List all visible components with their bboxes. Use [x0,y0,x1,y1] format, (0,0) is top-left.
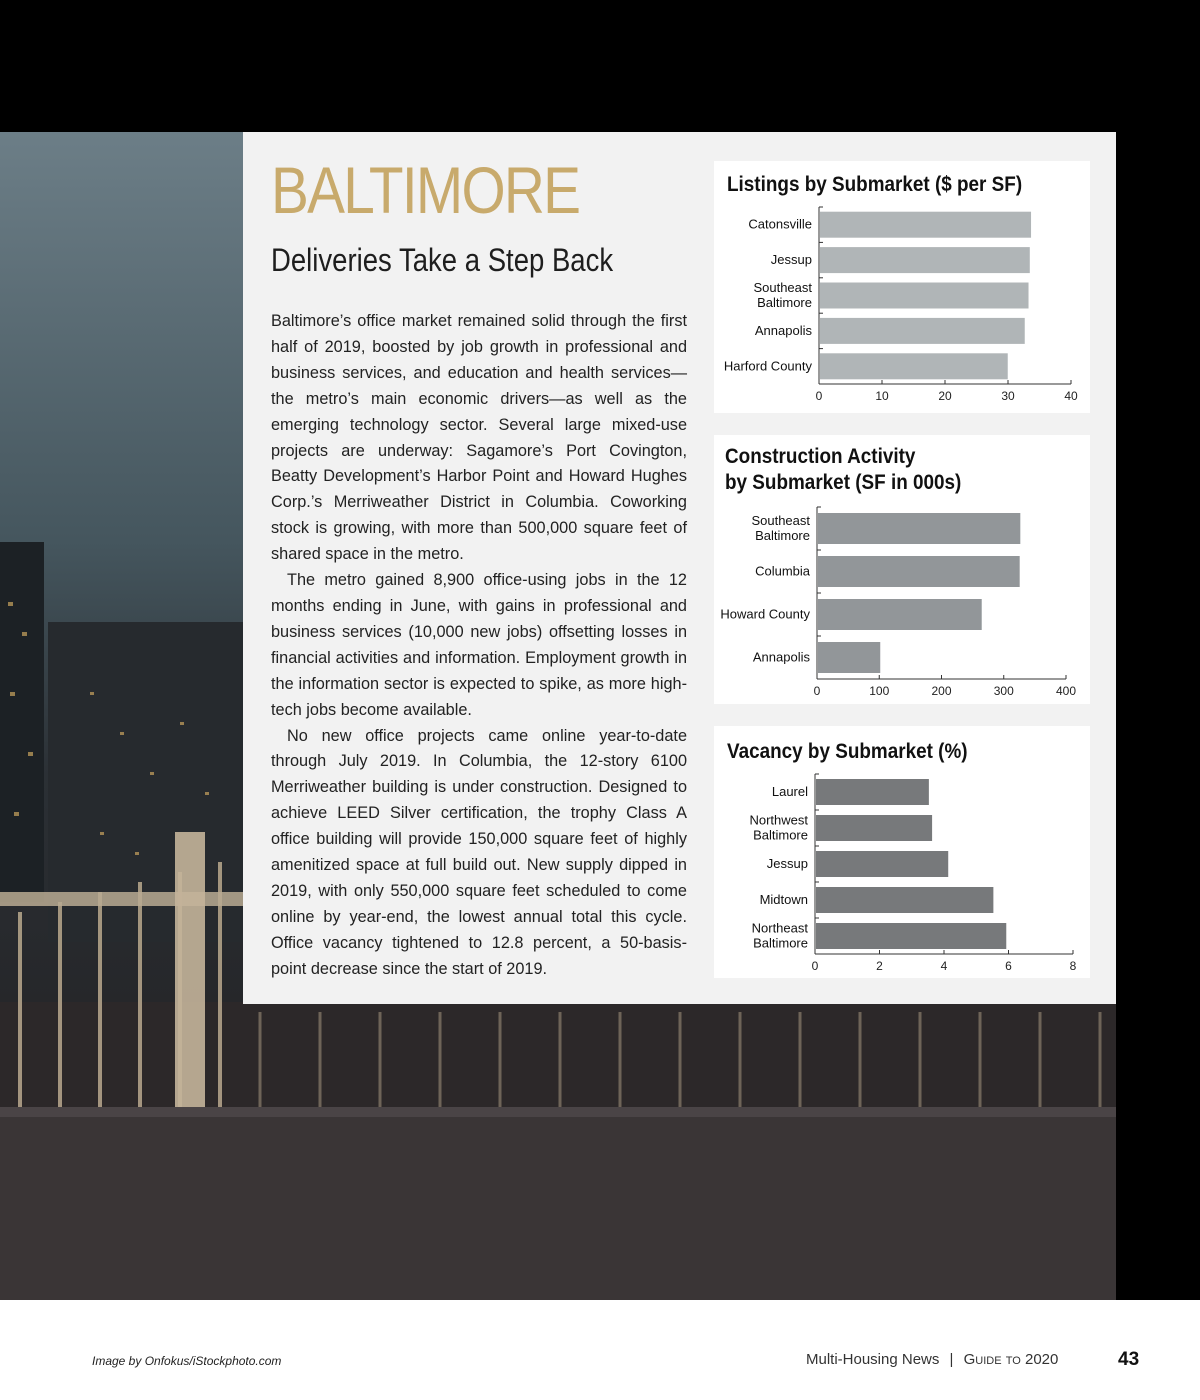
right-black-band [1116,132,1200,1300]
guide-title: Guide to 2020 [963,1351,1059,1368]
listings-bar [820,247,1030,273]
construction-category-label-line: Baltimore [755,528,810,543]
listings-category-label [748,217,812,232]
article-paragraph: The metro gained 8,900 office-using jobs in the 12 months ending in June, with gains in professional and business services (10,000 new jobs) offsetting losses in financial activities and information. Employment growth in the information sector is expected to spike, as more high-tech jobs become available. [271,571,687,719]
construction-bar [818,556,1020,587]
vacancy-bar [816,851,948,877]
listings-x-tick-label: 10 [875,389,889,403]
construction-x-tick-label: 200 [931,684,952,698]
listings-category-label [771,252,812,267]
vacancy-category-label [752,921,809,951]
listings-bar [820,212,1031,238]
publication-name: Multi-Housing News [806,1351,940,1368]
article-body [271,309,687,983]
vacancy-category-label-line: Northwest [749,812,808,828]
listings-chart-title: Listings by Submarket ($ per SF) [727,173,1023,196]
listings-category-label-line: Annapolis [754,322,812,338]
construction-x-tick-label: 300 [993,684,1014,698]
listings-category-label-line: Baltimore [757,295,812,310]
listings-category-label [755,323,813,338]
listings-category-label-line: Jessup [770,252,812,268]
vacancy-bar [816,923,1006,949]
construction-category-label-line: Annapolis [752,649,810,665]
footer-separator: | [949,1351,954,1368]
vacancy-category-label [760,892,808,907]
construction-x-tick-label: 400 [1055,684,1077,698]
construction-x-tick-label: 100 [869,684,890,698]
listings-bar [820,353,1008,379]
vacancy-chart-title: Vacancy by Submarket (%) [727,740,968,763]
vacancy-category-label [749,813,808,843]
construction-category-label-line: Columbia [755,563,810,579]
listings-category-label [724,358,813,373]
vacancy-bar [816,887,993,913]
vacancy-category-label [772,784,808,799]
construction-category-label [751,513,810,543]
vacancy-category-label-line: Midtown [759,892,808,907]
construction-bar [818,642,880,673]
vacancy-category-label-line: Baltimore [753,935,808,951]
city-title: BALTIMORE [271,153,580,227]
construction-chart-title-line: Construction Activity [725,445,916,468]
footer-publication [806,1351,1058,1368]
vacancy-category-label [767,856,808,871]
vacancy-x-tick-label: 8 [1069,959,1077,973]
construction-chart-title-line: by Submarket (SF in 000s) [725,471,962,494]
construction-category-label [755,564,811,579]
page-number: 43 [1118,1349,1140,1370]
construction-x-tick-label: 0 [813,684,821,698]
construction-category-label [720,607,810,622]
top-black-band [0,0,1200,132]
construction-bar [818,513,1020,544]
vacancy-category-label-line: Baltimore [753,827,808,843]
article-headline: Deliveries Take a Step Back [271,242,614,278]
vacancy-chart [714,726,1090,978]
article-paragraph: Baltimore’s office market remained solid through the first half of 2019, boosted by job growth in professional and business services, and education and health services—the metro’s main economic drivers—as well as the emerging technology sector. Several large mixed-use projects are underway: Sagamore’s Port Covington, Beatty Development’s Harbor Point and Howard Hughes Corp.’s Merriweather District in Columbia. Coworking stock is growing, with more than 500,000 square feet of shared space in the metro. [271,312,687,564]
listings-x-tick-label: 0 [815,389,823,403]
vacancy-category-label-line: Northeast [751,920,808,936]
listings-x-tick-label: 20 [938,389,952,403]
listings-category-label-line: Catonsville [748,216,812,232]
image-credit: Image by Onfokus/iStockphoto.com [92,1354,282,1368]
vacancy-x-tick-label: 4 [940,959,948,973]
article-paragraph: No new office projects came online year-to-date through July 2019. In Columbia, the 12-story 6100 Merriweather building is under construction. Designed to achieve LEED Silver certification, the trophy Class A office building will provide 150,000 square feet of highly amenitized space at full build out. New supply dipped in 2019, with only 550,000 square feet scheduled to come online by year-end, the lowest annual total this cycle. Office vacancy tightened to 12.8 percent, a 50-basis-point decrease since the start of 2019. [271,726,687,978]
listings-category-label-line: Harford County [723,358,812,374]
vacancy-category-label-line: Jessup [766,856,808,871]
listings-category-label [753,280,812,310]
vacancy-x-tick-label: 0 [811,959,819,973]
vacancy-category-label-line: Laurel [771,784,808,799]
vacancy-bar [816,779,929,805]
listings-bar [820,318,1025,344]
listings-x-tick-label: 30 [1001,389,1015,403]
construction-category-label-line: Southeast [751,513,810,528]
construction-category-label [753,650,811,665]
vacancy-x-tick-label: 2 [876,959,883,973]
listings-category-label-line: Southeast [753,280,812,295]
listings-chart [714,161,1090,413]
construction-chart [714,435,1090,704]
listings-x-tick-label: 40 [1064,389,1078,403]
vacancy-bar [816,815,932,841]
vacancy-x-tick-label: 6 [1005,959,1012,973]
construction-bar [818,599,982,630]
listings-bar [820,283,1029,309]
construction-category-label-line: Howard County [720,606,810,622]
